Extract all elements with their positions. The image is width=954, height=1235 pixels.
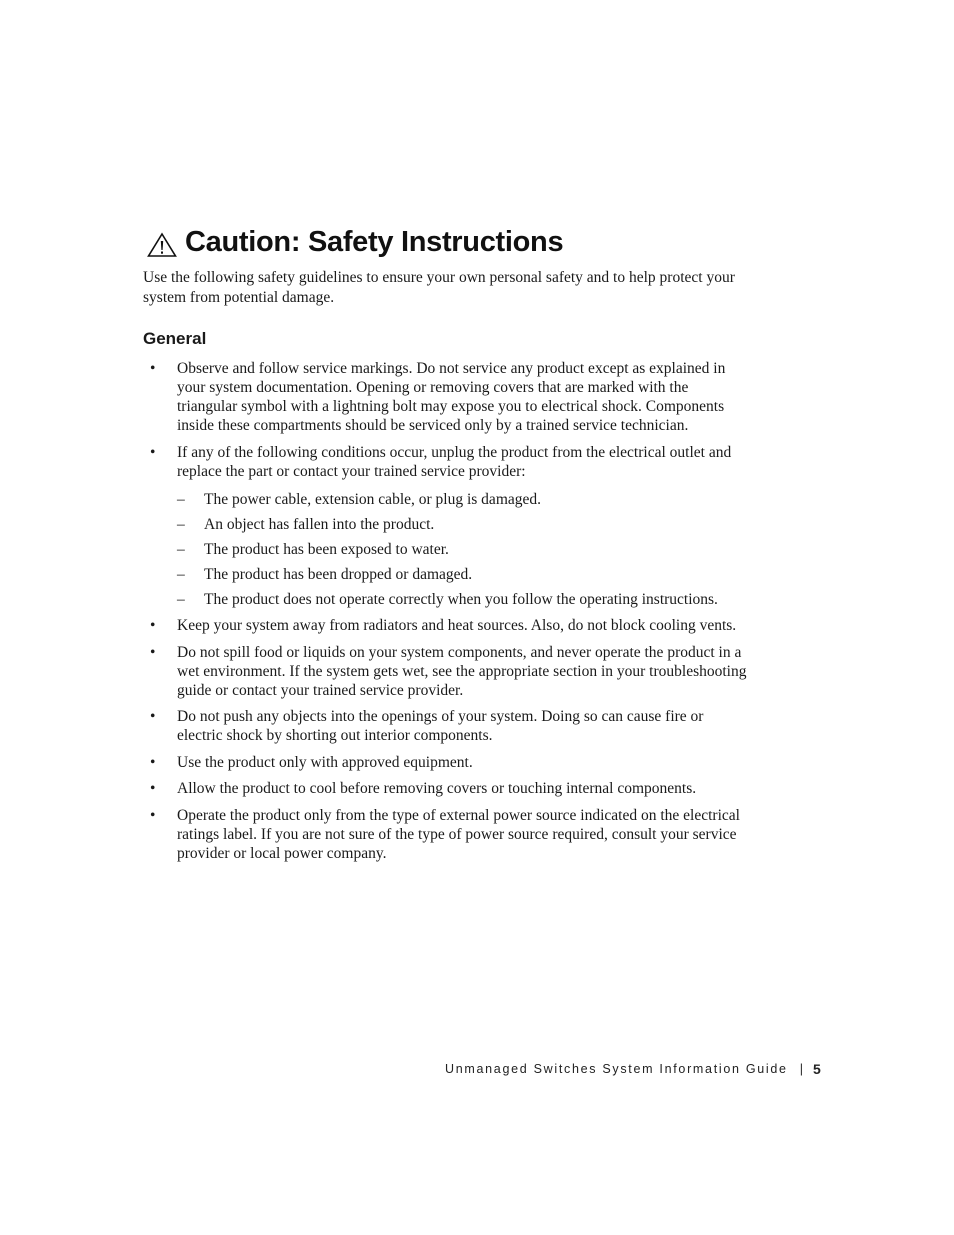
- list-item-text: Do not spill food or liquids on your system components, and never operate the product in a wet environment. If the system gets wet, see the appropriate section in your troubleshooting guide or contact your trained service provider.: [177, 643, 747, 699]
- section-title: General: [143, 329, 207, 348]
- page-number: 5: [812, 1061, 821, 1077]
- list-item: [150, 806, 750, 863]
- bullet-icon: •: [150, 360, 156, 377]
- list-item: [150, 643, 750, 700]
- list-item-text: Allow the product to cool before removing covers or touching internal components.: [177, 780, 697, 797]
- list-item: [150, 753, 750, 772]
- list-item: [150, 443, 750, 609]
- sublist-item-text: The product has been dropped or damaged.: [204, 565, 473, 583]
- list-item-text: Observe and follow service markings. Do not service any product except as explained in your system documentation. Opening or removing covers that are marked with the triangular symbol with a lightning bolt may expose you to electrical shock. Components inside these compartments should be serviced only by a trained service technician.: [177, 360, 726, 434]
- footer-separator: |: [799, 1062, 803, 1076]
- list-item-text: Keep your system away from radiators and heat sources. Also, do not block cooling vents.: [177, 617, 737, 634]
- dash-icon: –: [177, 490, 185, 508]
- list-item: [150, 616, 750, 635]
- page-title: Caution: Safety Instructions: [185, 226, 564, 258]
- sublist-item-text: The product does not operate correctly when you follow the operating instructions.: [204, 590, 718, 608]
- footer-guide-title: Unmanaged Switches System Information Guide: [445, 1062, 788, 1076]
- bullet-icon: •: [150, 708, 156, 725]
- list-item: [150, 779, 750, 798]
- sublist-item: [177, 540, 750, 559]
- list-item: [150, 707, 750, 745]
- bullet-icon: •: [150, 753, 156, 771]
- safety-guidelines-list: [150, 359, 750, 870]
- list-item-text: Operate the product only from the type of external power source indicated on the electrical ratings label. If you are not sure of the type of power source required, consult your service provider or local power company.: [177, 806, 740, 862]
- condition-sublist: [177, 490, 750, 609]
- dash-icon: –: [177, 565, 185, 583]
- list-item-text: Do not push any objects into the openings of your system. Doing so can cause fire or electric shock by shorting out interior components.: [177, 708, 704, 744]
- dash-icon: –: [177, 590, 185, 608]
- sublist-item: [177, 565, 750, 584]
- bullet-icon: •: [150, 617, 156, 634]
- sublist-item: [177, 515, 750, 534]
- list-item-text: If any of the following conditions occur, unplug the product from the electrical outlet and replace the part or contact your trained service provider:: [177, 443, 732, 480]
- list-item: [150, 359, 750, 435]
- dash-icon: –: [177, 540, 185, 558]
- page-footer: [445, 1061, 821, 1077]
- bullet-icon: •: [150, 443, 156, 461]
- warning-triangle-icon: [147, 232, 177, 258]
- heading: [147, 222, 563, 262]
- sublist-item-text: The power cable, extension cable, or plug is damaged.: [204, 490, 542, 508]
- sublist-item: [177, 490, 750, 509]
- bullet-icon: •: [150, 806, 156, 824]
- list-item-text: Use the product only with approved equipment.: [177, 753, 473, 771]
- sublist-item: [177, 590, 750, 609]
- dash-icon: –: [177, 515, 185, 533]
- bullet-icon: •: [150, 643, 156, 661]
- sublist-item-text: The product has been exposed to water.: [204, 540, 449, 558]
- bullet-icon: •: [150, 780, 156, 797]
- sublist-item-text: An object has fallen into the product.: [204, 515, 435, 533]
- intro-paragraph: Use the following safety guidelines to ensure your own personal safety and to help protect your system from potential damage.: [143, 269, 735, 306]
